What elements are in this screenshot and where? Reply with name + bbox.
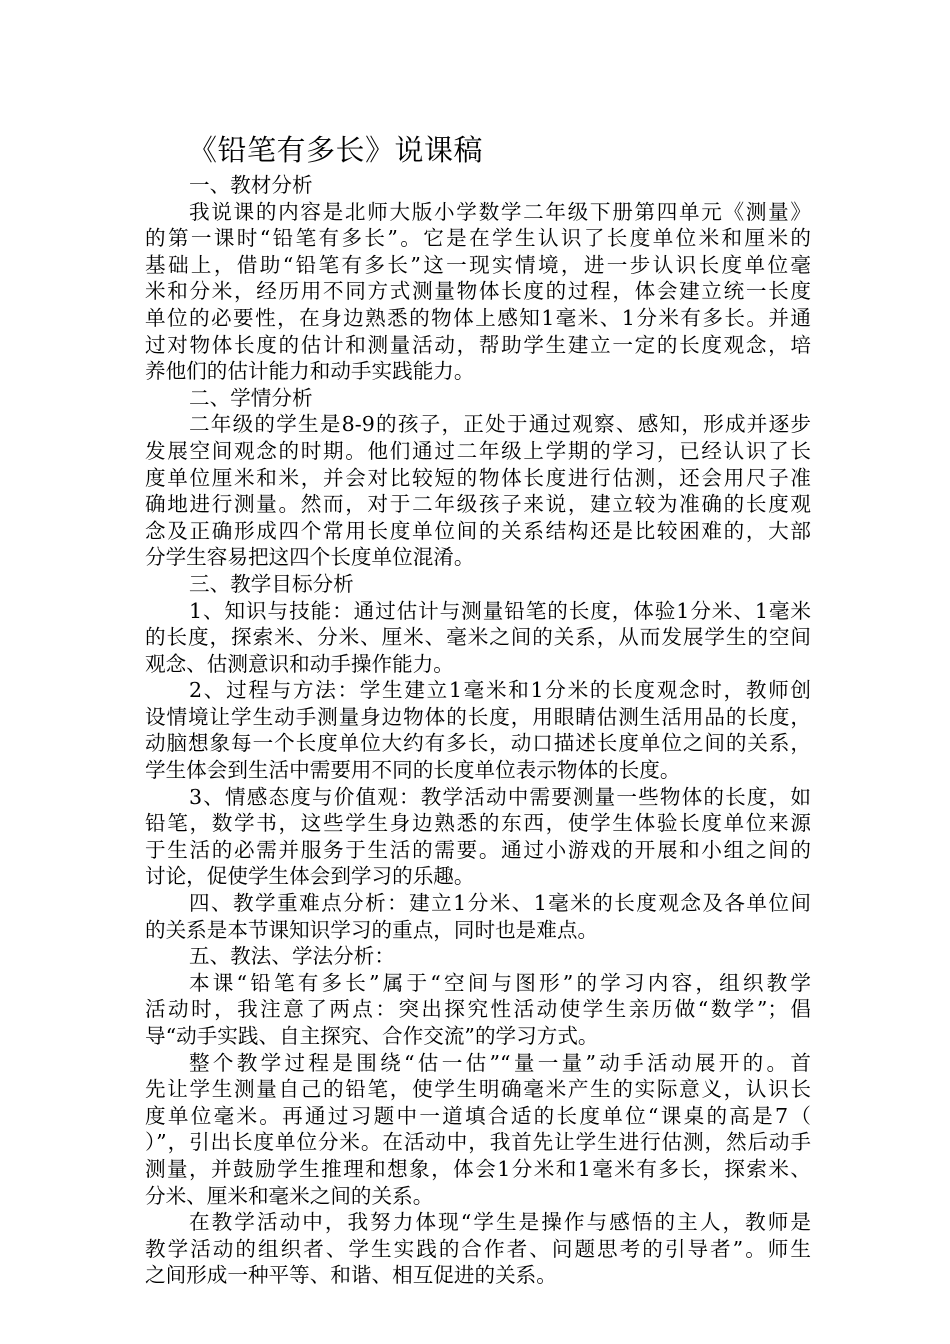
text-line: 我说课的内容是北师大版小学数学二年级下册第四单元《测量》 [189, 199, 811, 224]
text-line: 的第一课时“铅笔有多长”。它是在学生认识了长度单位米和厘米的 [145, 226, 811, 251]
text-line: 2、过程与方法：学生建立1毫米和1分米的长度观念时，教师创 [189, 678, 811, 703]
text-line: 度单位毫米。再通过习题中一道填合适的长度单位“课桌的高是7（ [145, 1103, 811, 1128]
text-line: 二、学情分析 [189, 385, 313, 410]
text-line: 测量，并鼓励学生推理和想象，体会1分米和1毫米有多长，探索米、 [145, 1156, 811, 1181]
text-line: 本课“铅笔有多长”属于“空间与图形”的学习内容，组织教学 [189, 970, 811, 995]
text-line: 基础上，借助“铅笔有多长”这一现实情境，进一步认识长度单位毫 [145, 252, 811, 277]
text-line: 先让学生测量自己的铅笔，使学生明确毫米产生的实际意义，认识长 [145, 1077, 811, 1102]
text-line: 三、教学目标分析 [189, 571, 354, 596]
text-line: 学生体会到生活中需要用不同的长度单位表示物体的长度。 [145, 758, 681, 783]
text-line: 过对物体长度的估计和测量活动，帮助学生建立一定的长度观念，培 [145, 332, 811, 357]
text-line: 铅笔，数学书，这些学生身边熟悉的东西，使学生体验长度单位来源 [145, 811, 811, 836]
text-line: 于生活的必需并服务于生活的需要。通过小游戏的开展和小组之间的 [145, 837, 811, 862]
text-line: ）”，引出长度单位分米。在活动中，我首先让学生进行估测，然后动手 [145, 1130, 811, 1155]
text-line: 五、教法、学法分析： [189, 944, 395, 969]
text-line: 在教学活动中，我努力体现“学生是操作与感悟的主人，教师是 [189, 1210, 811, 1235]
text-line: 导“动手实践、自主探究、合作交流”的学习方式。 [145, 1024, 599, 1048]
text-line: 分学生容易把这四个长度单位混淆。 [145, 545, 475, 570]
text-line: 1、知识与技能：通过估计与测量铅笔的长度，体验1分米、1毫米 [189, 598, 811, 623]
text-line: 米和分米，经历用不同方式测量物体长度的过程，体会建立统一长度 [145, 279, 811, 304]
text-line: 度单位厘米和米，并会对比较短的物体长度进行估测，还会用尺子准 [145, 465, 811, 490]
text-line: 四、教学重难点分析：建立1分米、1毫米的长度观念及各单位间 [189, 891, 811, 916]
text-line: 活动时，我注意了两点：突出探究性活动使学生亲历做“数学”；倡 [145, 997, 811, 1022]
text-line: 单位的必要性，在身边熟悉的物体上感知1毫米、1分米有多长。并通 [145, 305, 811, 330]
text-line: 的关系是本节课知识学习的重点，同时也是难点。 [145, 917, 599, 942]
text-line: 念及正确形成四个常用长度单位间的关系结构还是比较困难的，大部 [145, 518, 811, 543]
page-title: 《铅笔有多长》说课稿 [188, 133, 484, 167]
text-line: 观念、估测意识和动手操作能力。 [145, 651, 454, 676]
text-line: 教学活动的组织者、学生实践的合作者、问题思考的引导者”。师生 [145, 1236, 811, 1261]
text-line: 二年级的学生是8-9的孩子，正处于通过观察、感知，形成并逐步 [189, 412, 811, 437]
text-line: 动脑想象每一个长度单位大约有多长，动口描述长度单位之间的关系， [145, 731, 811, 756]
body-text [145, 172, 811, 1289]
text-line: 3、情感态度与价值观：教学活动中需要测量一些物体的长度，如 [189, 784, 811, 809]
text-line: 养他们的估计能力和动手实践能力。 [145, 359, 475, 384]
text-line: 分米、厘米和毫米之间的关系。 [145, 1183, 434, 1208]
text-line: 之间形成一种平等、和谐、相互促进的关系。 [145, 1263, 557, 1288]
text-line: 讨论，促使学生体会到学习的乐趣。 [145, 864, 475, 889]
text-line: 设情境让学生动手测量身边物体的长度，用眼睛估测生活用品的长度， [145, 704, 811, 729]
text-line: 发展空间观念的时期。他们通过二年级上学期的学习，已经认识了长 [145, 438, 811, 463]
text-line: 整个教学过程是围绕“估一估”“量一量”动手活动展开的。首 [189, 1050, 811, 1075]
text-line: 一、教材分析 [189, 173, 313, 197]
text-line: 确地进行测量。然而，对于二年级孩子来说，建立较为准确的长度观 [145, 492, 811, 517]
text-line: 的长度，探索米、分米、厘米、毫米之间的关系，从而发展学生的空间 [145, 625, 811, 650]
